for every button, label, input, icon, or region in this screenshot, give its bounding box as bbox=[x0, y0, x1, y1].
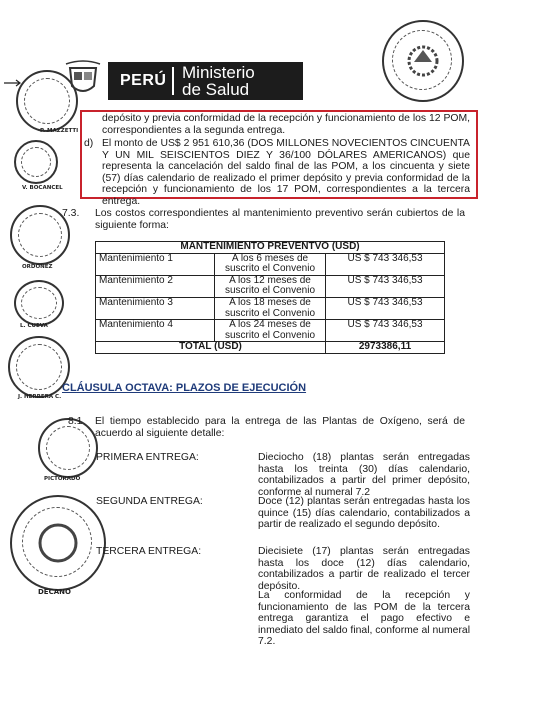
maintenance-item: Mantenimiento 1 bbox=[96, 253, 215, 275]
total-value: 2973386,11 bbox=[326, 342, 445, 354]
total-label: TOTAL (USD) bbox=[96, 342, 326, 354]
stamp-signature-label: J. HERRERA C. bbox=[18, 394, 62, 400]
closing-paragraph: La conformidad de la recepción y funcionamiento de las POM de la tercera entrega garantiza el pago efectivo e inmediato del saldo final, conforme al numeral 7.2. bbox=[258, 590, 470, 648]
ministry-stamp-icon bbox=[14, 140, 58, 184]
delivery-label: PRIMERA ENTREGA: bbox=[96, 452, 199, 463]
table-title: MANTENIMIENTO PREVENTVO (USD) bbox=[96, 242, 445, 254]
table-title-row bbox=[96, 242, 445, 254]
maintenance-amount: US $ 743 346,53 bbox=[326, 320, 445, 342]
maintenance-item: Mantenimiento 3 bbox=[96, 297, 215, 319]
payment-c-continuation: depósito y previa conformidad de la recepción y funcionamiento de los 12 POM, correspondientes a la segunda entrega. bbox=[102, 113, 470, 136]
delivery-text: Dieciocho (18) plantas serán entregadas hasta los treinta (30) días calendario, contabilizados a partir del primer depósito, conforme al numeral 7.2 bbox=[258, 452, 470, 498]
maintenance-table bbox=[95, 241, 445, 354]
ministry-stamp-icon bbox=[16, 70, 78, 132]
clause-number: 8.1 bbox=[68, 416, 83, 427]
table-row bbox=[96, 253, 445, 275]
maintenance-amount: US $ 743 346,53 bbox=[326, 275, 445, 297]
payment-d-label: d) bbox=[84, 138, 94, 149]
section-text: Los costos correspondientes al mantenimiento preventivo serán cubiertos de la siguiente forma: bbox=[95, 208, 465, 231]
delivery-label: SEGUNDA ENTREGA: bbox=[96, 496, 203, 507]
delivery-text: Doce (12) plantas serán entregadas hasta los quince (15) días calendario, contabilizados a partir de realizado el segundo depósito. bbox=[258, 496, 470, 531]
maintenance-term: A los 6 meses de suscrito el Convenio bbox=[215, 253, 326, 275]
maintenance-term: A los 12 meses de suscrito el Convenio bbox=[215, 275, 326, 297]
arrow-icon bbox=[4, 74, 24, 92]
maintenance-term: A los 24 meses de suscrito el Convenio bbox=[215, 320, 326, 342]
maintenance-item: Mantenimiento 4 bbox=[96, 320, 215, 342]
maintenance-term: A los 18 meses de suscrito el Convenio bbox=[215, 297, 326, 319]
stamp-signature-label: ORDOÑEZ bbox=[22, 264, 53, 270]
delivery-text: Diecisiete (17) plantas serán entregadas hasta los doce (12) días calendario, contabilizados a partir de realizado el tercer depósito. bbox=[258, 546, 470, 592]
logo-ministry-line2: de Salud bbox=[182, 80, 250, 99]
clause-heading: CLÁUSULA OCTAVA: PLAZOS DE EJECUCIÓN bbox=[62, 382, 307, 394]
table-total-row bbox=[96, 342, 445, 354]
ministry-stamp-icon bbox=[10, 205, 70, 265]
maintenance-amount: US $ 743 346,53 bbox=[326, 253, 445, 275]
maintenance-item: Mantenimiento 2 bbox=[96, 275, 215, 297]
stamp-signature-label: V. BOCANCEL bbox=[22, 185, 63, 191]
table-row bbox=[96, 297, 445, 319]
ministry-stamp-icon bbox=[14, 280, 64, 326]
ministry-stamp-icon bbox=[8, 336, 70, 398]
stamp-signature-label: PICTORADO bbox=[44, 476, 81, 482]
delivery-label: TERCERA ENTREGA: bbox=[96, 546, 202, 557]
stamp-signature-label: DECANO bbox=[38, 588, 71, 596]
table-row bbox=[96, 275, 445, 297]
payment-d-text: El monto de US$ 2 951 610,36 (DOS MILLONES NOVECIENTOS CINCUENTA Y UN MIL SEISCIENTOS DIEZ Y 36/100 DÓLARES AMERICANOS) que representa la cancelación del saldo final de las POM, a los cincuenta y siete (57) días calendario de realizado el primer depósito y previa conformidad de la recepción y funcionamiento de los 17 POM, correspondientes a la tercera entrega. bbox=[102, 138, 470, 207]
ministry-logo bbox=[108, 62, 303, 100]
logo-country-text: PERÚ bbox=[120, 72, 167, 89]
stamp-signature-label: P. MAZZETTI bbox=[40, 128, 79, 134]
table-row bbox=[96, 320, 445, 342]
clause-text: El tiempo establecido para la entrega de las Plantas de Oxígeno, será de acuerdo al siguiente detalle: bbox=[95, 416, 465, 439]
section-number: 7.3. bbox=[62, 208, 80, 219]
maintenance-amount: US $ 743 346,53 bbox=[326, 297, 445, 319]
university-seal-icon bbox=[382, 20, 464, 102]
logo-divider bbox=[172, 67, 174, 95]
logo-ministry-text bbox=[182, 64, 255, 98]
university-stamp-icon bbox=[10, 495, 106, 591]
logo-ministry-line1: Ministerio bbox=[182, 63, 255, 82]
stamp-signature-label: L. CUEVA bbox=[20, 323, 48, 329]
